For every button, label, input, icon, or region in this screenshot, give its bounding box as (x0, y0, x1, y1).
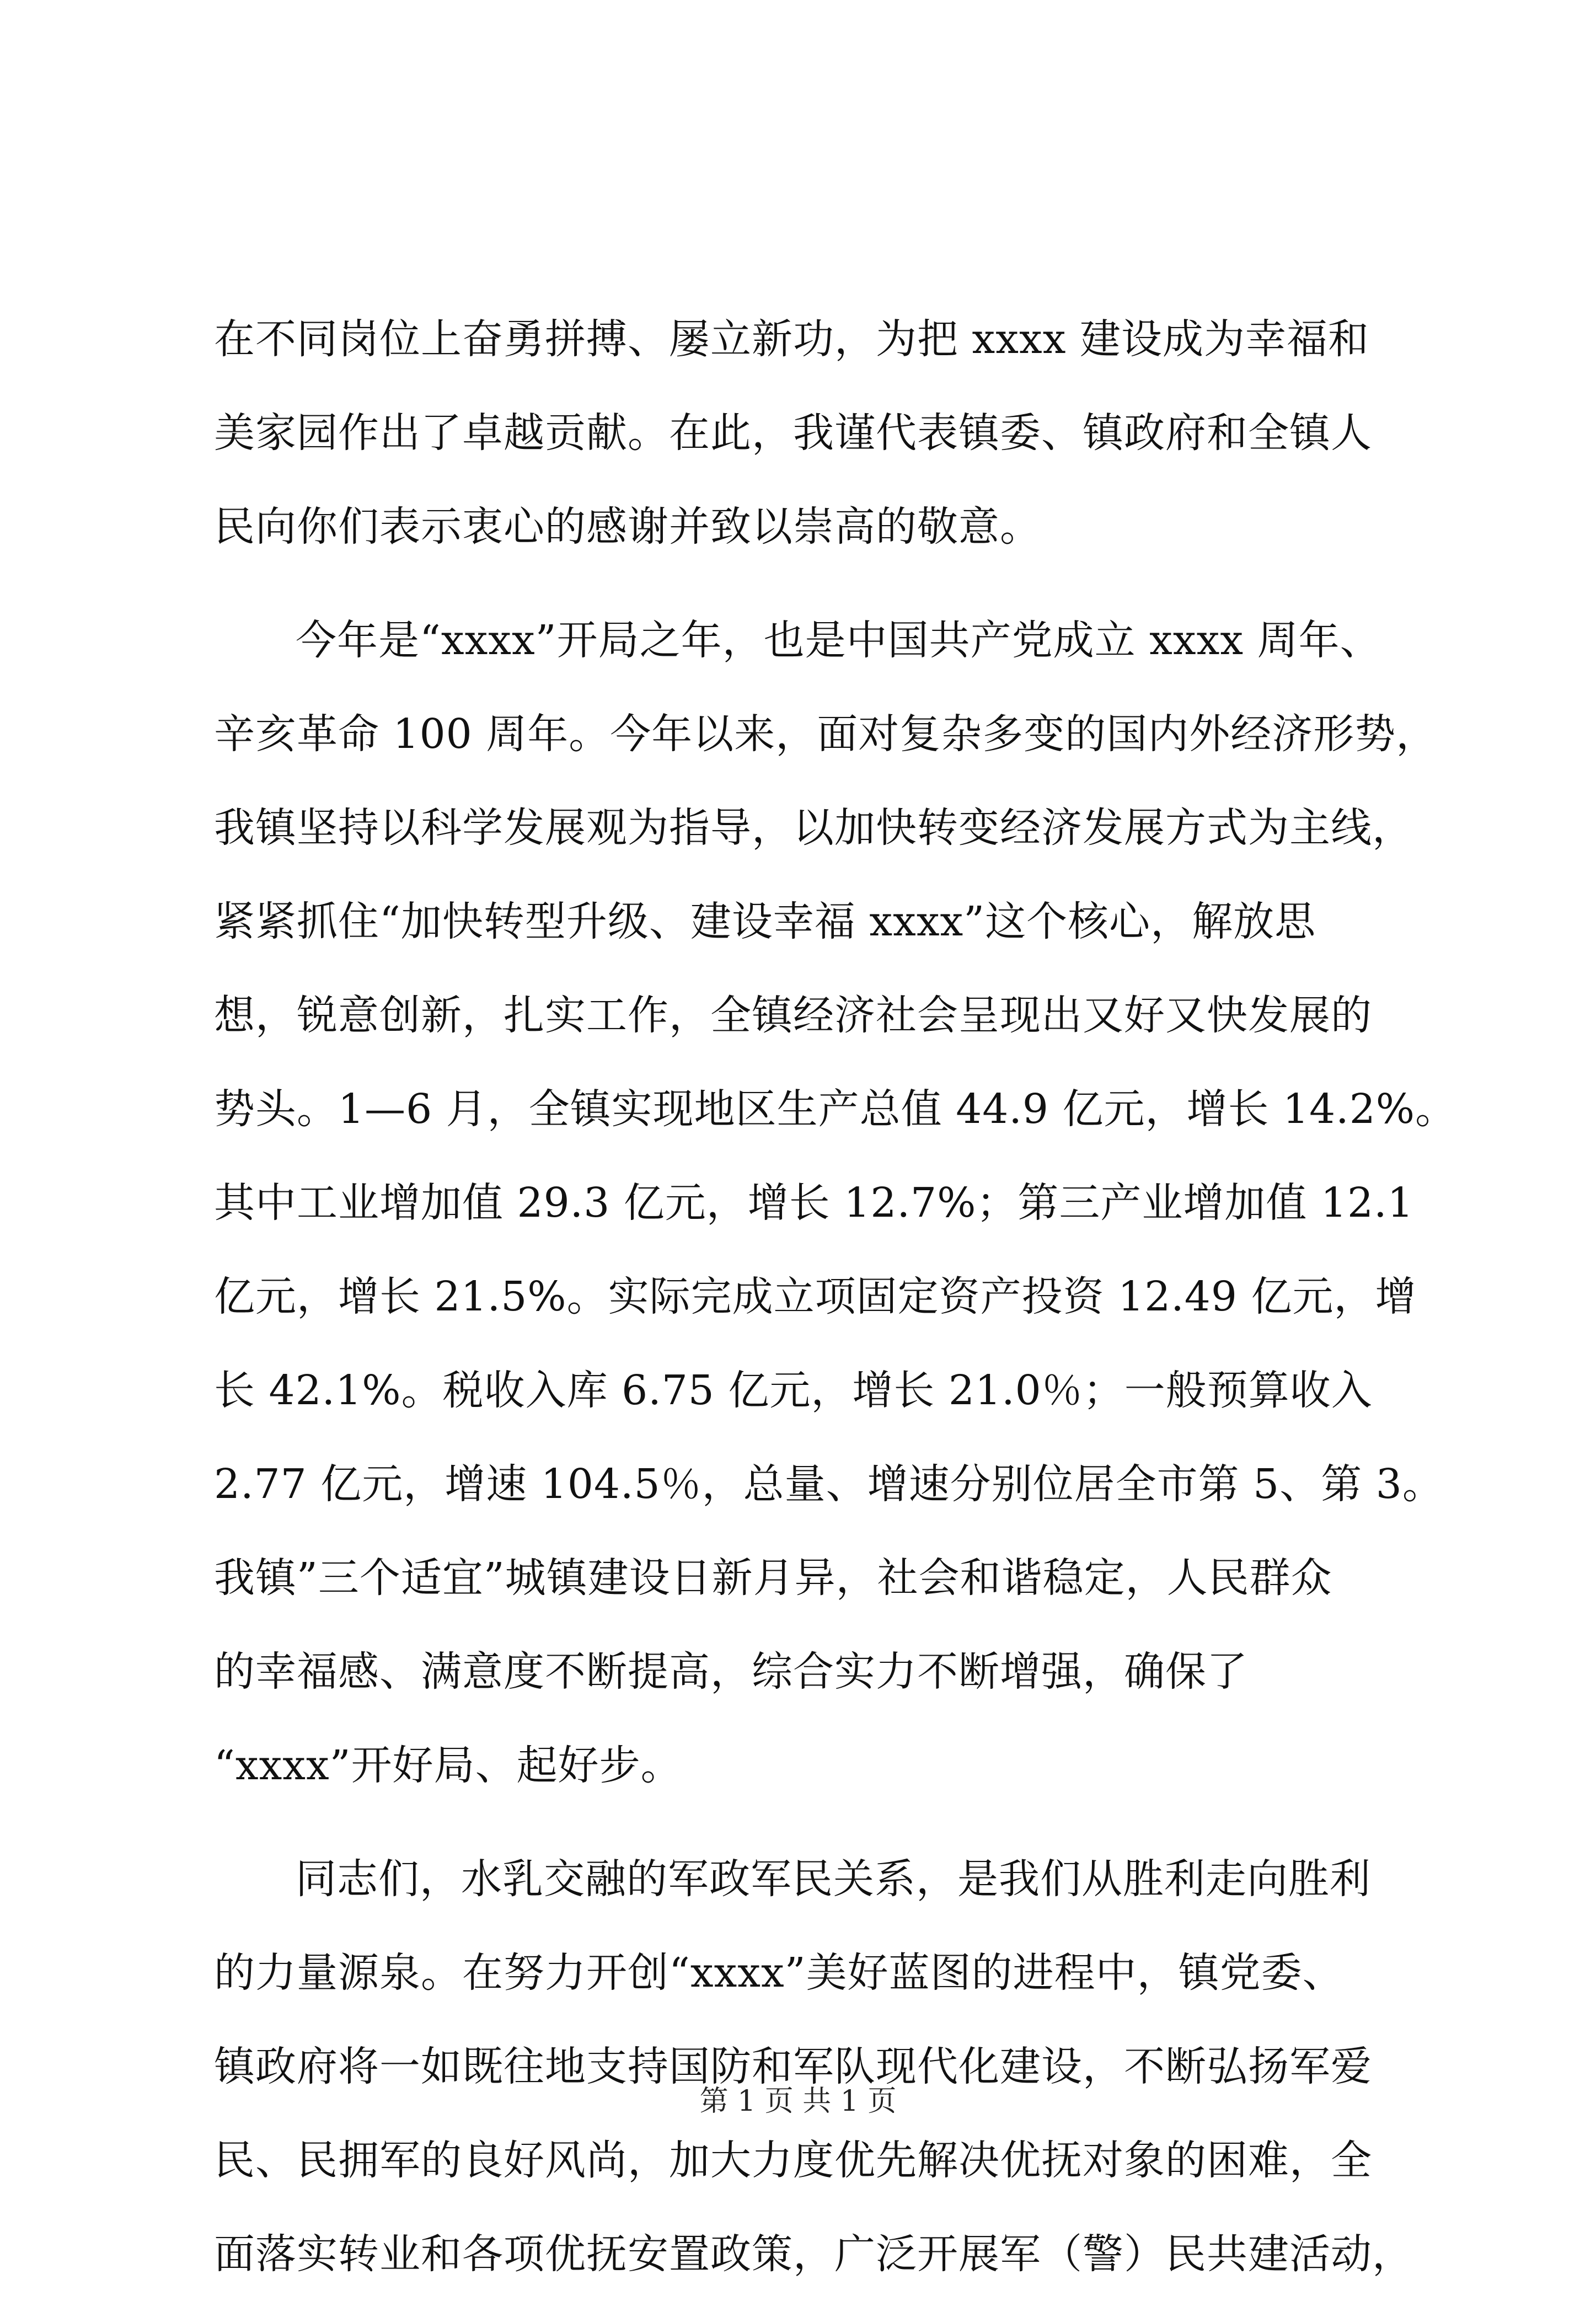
text-line: 的幸福感、满意度不断提高，综合实力不断增强，确保了 (214, 1648, 1248, 1695)
text-line: 面落实转业和各项优抚安置政策，广泛开展军（警）民共建活动， (214, 2230, 1413, 2278)
paragraph-first-line: 同志们，水乳交融的军政军民关系，是我们从胜利走向胜利 (296, 1855, 1371, 1903)
text-line: 亿元，增长 21.5%。实际完成立项固定资产投资 12.49 亿元，增 (214, 1273, 1417, 1320)
text-line: 民向你们表示衷心的感谢并致以崇高的敬意。 (214, 503, 1041, 550)
text-line: 美家园作出了卓越贡献。在此，我谨代表镇委、镇政府和全镇人 (214, 409, 1372, 457)
text-line: 民、民拥军的良好风尚，加大力度优先解决优抚对象的困难，全 (214, 2137, 1372, 2184)
paragraph-gap (214, 1812, 1400, 1832)
text-line: 想，锐意创新，扎实工作，全镇经济社会呈现出又好又快发展的 (214, 992, 1372, 1039)
text-line: 势头。1—6 月，全镇实现地区生产总值 44.9 亿元，增长 14.2%。 (214, 1085, 1457, 1133)
document-body (214, 292, 1457, 2301)
paragraph-first-line: 今年是“xxxx”开局之年，也是中国共产党成立 xxxx 周年、 (296, 617, 1381, 664)
text-line: 在不同岗位上奋勇拼搏、屡立新功，为把 xxxx 建设成为幸福和 (214, 315, 1369, 363)
text-line: 紧紧抓住“加快转型升级、建设幸福 xxxx”这个核心，解放思 (214, 898, 1316, 945)
page-number-footer: 第 1 页 共 1 页 (699, 2085, 897, 2118)
paragraph-gap (214, 574, 1400, 593)
text-line: “xxxx”开好局、起好步。 (214, 1742, 682, 1789)
text-line: 我镇”三个适宜”城镇建设日新月异，社会和谐稳定，人民群众 (214, 1554, 1332, 1602)
text-line: 其中工业增加值 29.3 亿元，增长 12.7%；第三产业增加值 12.1 (214, 1179, 1414, 1227)
text-line: 镇政府将一如既往地支持国防和军队现代化建设，不断弘扬军爱 (214, 2043, 1372, 2090)
text-line: 2.77 亿元，增速 104.5％，总量、增速分别位居全市第 5、第 3。 (214, 1460, 1444, 1508)
text-line: 长 42.1%。税收入库 6.75 亿元，增长 21.0％；一般预算收入 (214, 1367, 1373, 1414)
text-line: 辛亥革命 100 周年。今年以来，面对复杂多变的国内外经济形势， (214, 710, 1438, 758)
text-line: 我镇坚持以科学发展观为指导，以加快转变经济发展方式为主线， (214, 804, 1413, 852)
text-line: 的力量源泉。在努力开创“xxxx”美好蓝图的进程中，镇党委、 (214, 1949, 1344, 1997)
